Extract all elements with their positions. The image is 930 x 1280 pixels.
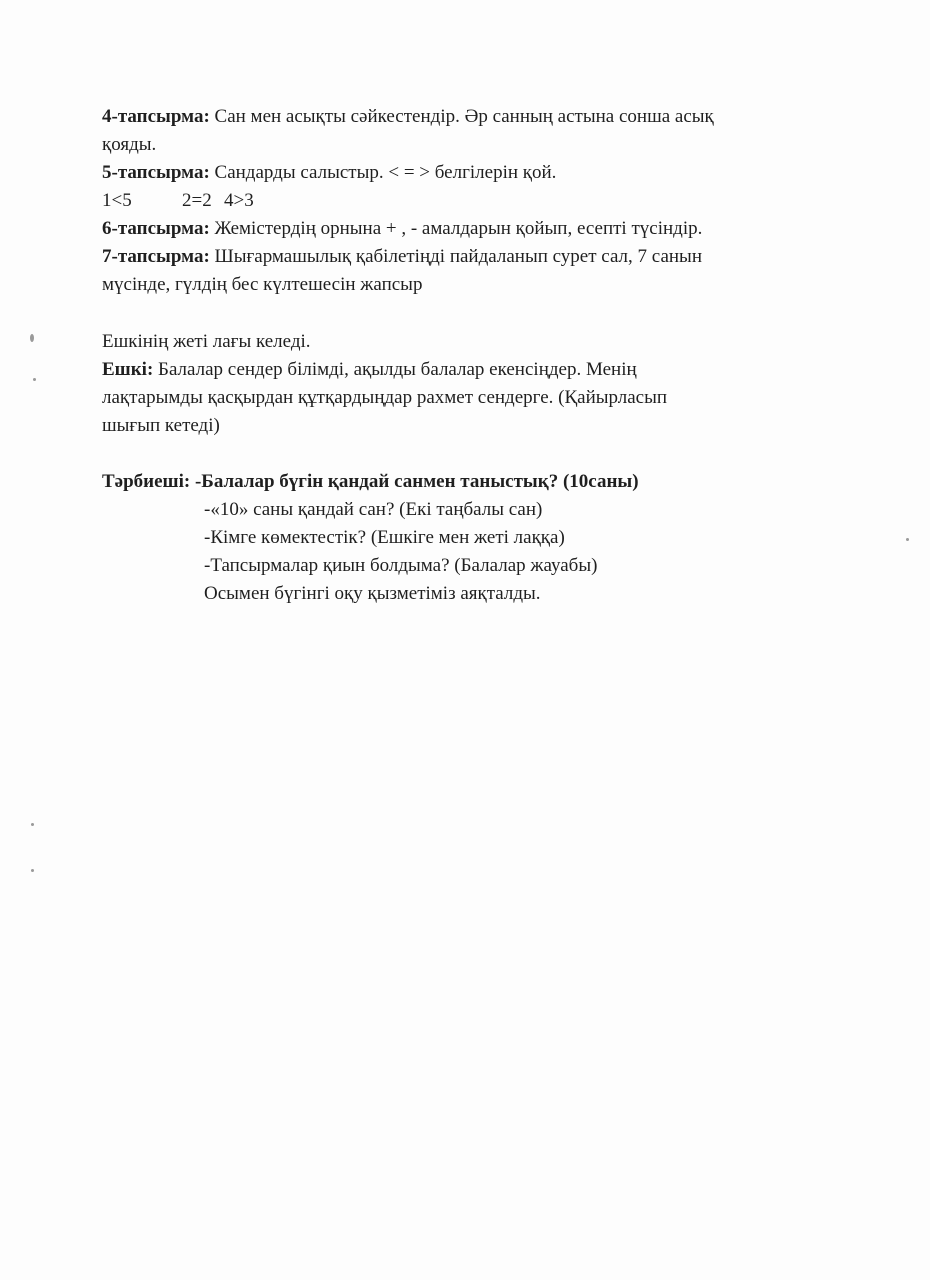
task-7-line-2: мүсінде, гүлдің бес күлтешесін жапсыр [102,274,423,295]
task-5-text: Сандарды салыстыр. < = > белгілерін қой. [209,162,557,183]
teacher-line-5: Осымен бүгінгі оқу қызметіміз аяқталды. [204,583,541,604]
task-7-label: 7-тапсырма: [102,246,210,267]
goat-label: Ешкі: [102,359,154,380]
comparison-row [102,189,254,213]
scan-speck [31,869,34,872]
task-6-label: 6-тапсырма: [102,218,210,239]
teacher-line-1 [102,470,639,494]
task-4-line-2: қояды. [102,134,157,155]
comparison-1: 1<5 [102,190,132,211]
task-7-text: Шығармашылық қабілетіңді пайдаланып сурет сал, 7 санын [209,246,702,267]
task-4-text: Сан мен асықты сәйкестендір. Әр санның астына сонша асық [209,106,714,127]
scan-speck [33,378,36,381]
teacher-line-2: -«10» саны қандай сан? (Екі таңбалы сан) [204,499,543,520]
task-5-label: 5-тапсырма: [102,162,210,183]
scan-speck [30,334,34,342]
teacher-line-4: -Тапсырмалар қиын болдыма? (Балалар жауабы) [204,555,598,576]
goat-line-1 [102,358,637,382]
comparison-2: 2=2 [182,190,212,211]
teacher-label: Тәрбиеші: [102,471,191,492]
task-4-label: 4-тапсырма: [102,106,210,127]
goat-line-3: шығып кетеді) [102,415,220,436]
goat-line-2: лақтарымды қасқырдан құтқардыңдар рахмет сендерге. (Қайырласып [102,387,668,408]
narration-line: Ешкінің жеті лағы келеді. [102,331,311,352]
comparison-3: 4>3 [224,190,254,211]
goat-text: Балалар сендер білімді, ақылды балалар екенсіңдер. Менің [153,359,637,380]
teacher-question-1: -Балалар бүгін қандай санмен таныстық? (10саны) [190,471,639,492]
task-6-line [102,217,702,241]
scan-speck [906,538,909,541]
task-7-line-1 [102,245,702,269]
teacher-line-3: -Кімге көмектестік? (Ешкіге мен жеті лаққа) [204,527,565,548]
task-4-line-1 [102,105,714,129]
scan-speck [31,823,34,826]
task-6-text: Жемістердің орнына + , - амалдарын қойып, есепті түсіндір. [209,218,703,239]
task-5-line [102,161,556,185]
